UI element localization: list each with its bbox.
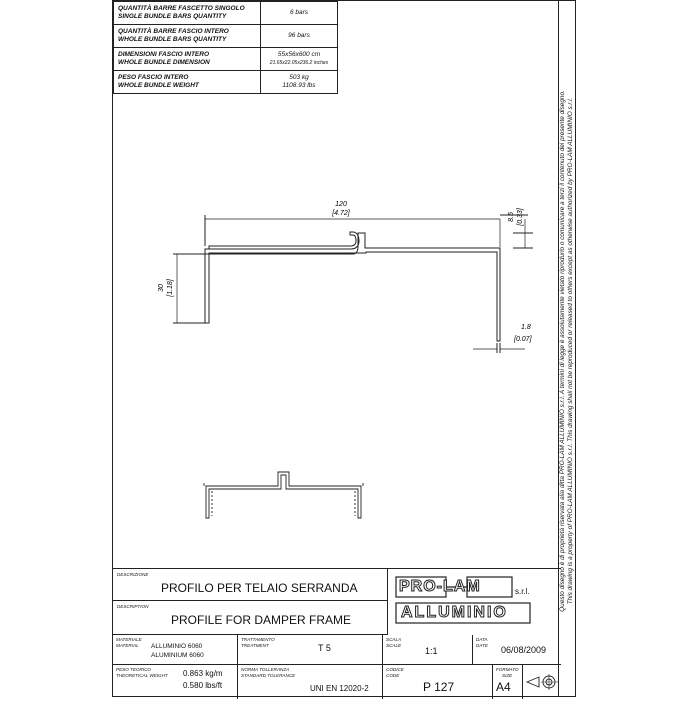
tolerance-label-en: STANDARD TOLERANCE [241,673,296,678]
tolerance-cell [238,665,383,699]
info-label-en: WHOLE BUNDLE BARS QUANTITY [118,36,227,43]
dim-lip-in: [0.33] [517,208,524,226]
info-label-it: DIMENSIONI FASCIO INTERO [118,51,210,58]
code-label-en: CODE [386,673,400,678]
info-value: 6 bars [289,9,309,16]
projection-cell [523,665,561,699]
description-it-cell [113,569,388,601]
info-label-it: PESO FASCIO INTERO [118,74,189,81]
format-label-it: FORMATO [496,667,519,672]
profile-overview [204,472,363,518]
description-it-label: DESCRIZIONE [117,572,149,577]
info-value: 503 kg [289,74,309,81]
info-label-it: QUANTITÀ BARRE FASCETTO SINGOLO [118,5,245,12]
weight-cell [113,665,238,699]
tolerance-label-it: NORMA TOLLERANZA [241,667,290,672]
profile-hook [205,232,359,254]
description-it: PROFILO PER TELAIO SERRANDA [161,581,358,595]
weight-lbs: 0.580 lbs/ft [183,681,223,690]
code-label-it: CODICE [386,667,404,672]
dim-lip-mm: 8.5 [508,212,515,222]
dim-thickness-in: [0.07] [514,336,532,343]
logo-text-prolam: PRO-LAM [399,578,481,595]
info-value-imperial: 21.65x22.05x236.2 inches [269,60,329,66]
code-value: P 127 [423,680,455,694]
logo-suffix: s.r.l. [515,587,530,596]
dim-height-in: [1.18] [167,279,174,297]
description-en-label: DESCRIPTION [117,604,149,609]
info-label-en: SINGLE BUNDLE BARS QUANTITY [118,13,227,20]
treatment-label-it: TRATTAMENTO [241,637,275,642]
description-en: PROFILE FOR DAMPER FRAME [171,613,352,627]
material-it: ALLUMINIO 6060 [151,643,203,650]
material-label-it: MATERIALE [116,637,142,642]
treatment-cell [238,635,383,665]
copyright-text-en: This drawing is a property of PRO-LAM ALLUMINIO s.r.l. This drawing shall not be reproduced or released to others except as otherwise authorized by PRO-LAM ALLUMINIO s.r.l. [567,97,574,605]
company-logo [395,575,545,627]
info-value: 96 bars [288,32,310,39]
dim-thickness-mm: 1.8 [521,324,531,331]
material-cell [113,635,238,665]
profile-drawing [113,1,561,568]
title-block [113,568,561,699]
material-en: ALUMINIUM 6060 [151,652,204,659]
drawing-sheet [112,0,576,697]
info-label-it: QUANTITÀ BARRE FASCIO INTERO [118,28,229,35]
scale-label-it: SCALA [386,637,402,642]
date-cell [473,635,561,665]
date-value: 06/08/2009 [501,645,547,655]
info-label-en: WHOLE BUNDLE DIMENSION [118,59,210,66]
treatment-label-en: TREATMENT [241,643,269,648]
format-label-en: SIZE [502,673,513,678]
dim-width-mm: 120 [335,201,347,208]
description-en-cell [113,601,388,635]
scale-label-en: SCALE [386,643,402,648]
info-label-en: WHOLE BUNDLE WEIGHT [118,82,199,89]
logo-text-alluminio: ALLUMINIO [401,604,508,621]
treatment-value: T 5 [318,643,331,653]
dim-height-mm: 30 [158,284,165,292]
weight-label-en: THEORETICAL WEIGHT [116,673,168,678]
format-cell [493,665,523,699]
code-cell [383,665,493,699]
format-value: A4 [496,680,511,694]
tolerance-value: UNI EN 12020-2 [310,684,369,693]
info-value: 55x56x600 cm [277,51,321,58]
projection-symbol-icon [523,665,561,699]
dim-width-in: [4.72] [332,210,350,217]
scale-cell [383,635,473,665]
weight-label-it: PESO TEORICO [116,667,151,672]
date-label-en: DATE [476,643,488,648]
date-label-it: DATA [476,637,488,642]
weight-kg: 0.863 kg/m [183,669,223,678]
material-label-en: MATERIAL [116,643,139,648]
copyright-text-it: Questo disegno è di proprietà riservata alla ditta PRO-LAM ALLUMINIO s.r.l. A termini di legge è assolutamente vietato riprodurlo o comunicare a terzi il contenuto del presente disegno. [559,90,566,612]
info-value-imperial: 1108.93 lbs [282,82,316,89]
scale-value: 1:1 [425,646,438,656]
